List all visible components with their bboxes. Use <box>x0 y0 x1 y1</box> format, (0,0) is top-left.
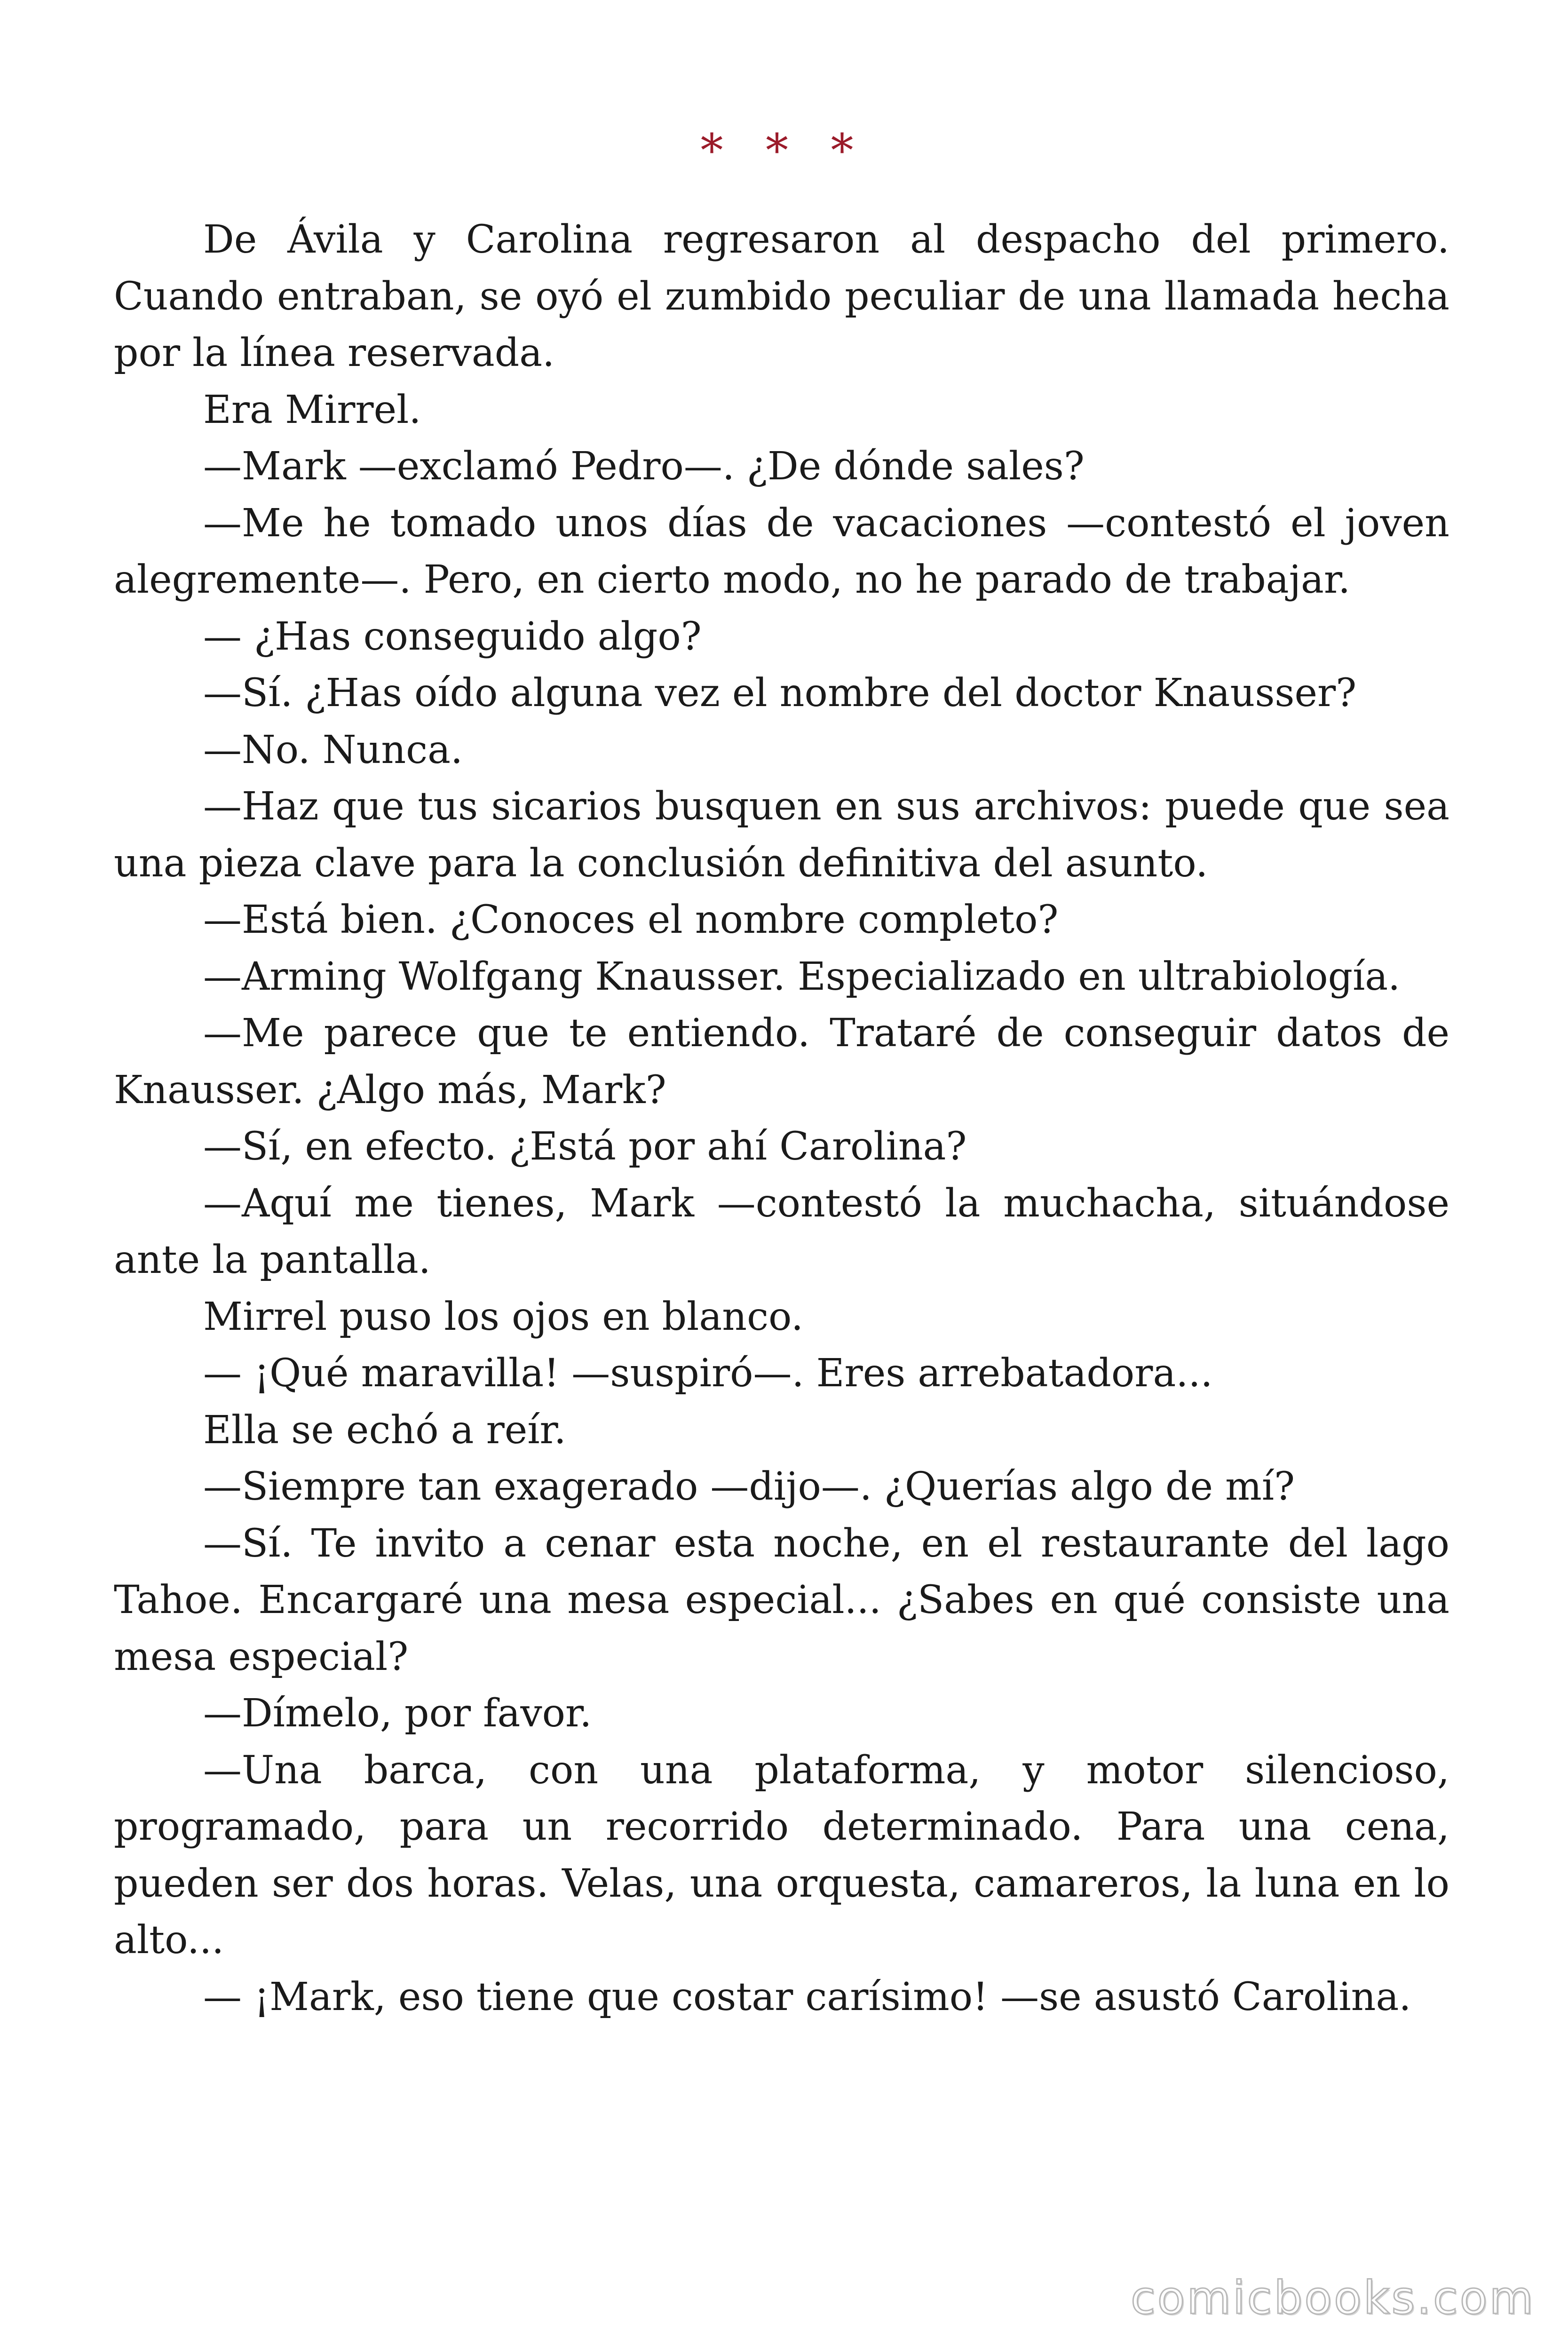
paragraph: —Sí. Te invito a cenar esta noche, en el restaurante del lago Tahoe. Encargaré una mesa especial... ¿Sabes en qué consiste una mesa especial? <box>114 1521 1449 1679</box>
paragraph: —No. Nunca. <box>203 727 463 772</box>
paragraph: —Arming Wolfgang Knausser. Especializado en ultrabiología. <box>203 954 1401 999</box>
paragraph: —Me he tomado unos días de vacaciones —contestó el joven alegremente—. Pero, en cierto modo, no he parado de trabajar. <box>114 501 1449 602</box>
paragraph: —Sí. ¿Has oído alguna vez el nombre del doctor Knausser? <box>203 671 1357 715</box>
paragraph: De Ávila y Carolina regresaron al despacho del primero. Cuando entraban, se oyó el zumbido peculiar de una llamada hecha por la línea reservada. <box>114 217 1449 375</box>
paragraph: —Sí, en efecto. ¿Está por ahí Carolina? <box>203 1124 967 1169</box>
body-text <box>114 212 1449 2026</box>
section-separator: * * * <box>700 124 868 177</box>
paragraph: —Aquí me tienes, Mark —contestó la muchacha, situándose ante la pantalla. <box>114 1181 1449 1282</box>
paragraph: — ¿Has conseguido algo? <box>203 614 702 659</box>
paragraph: —Dímelo, por favor. <box>203 1691 592 1736</box>
paragraph: — ¡Mark, eso tiene que costar carísimo! —se asustó Carolina. <box>203 1974 1411 2019</box>
paragraph: Mirrel puso los ojos en blanco. <box>203 1294 804 1339</box>
paragraph: —Me parece que te entiendo. Trataré de conseguir datos de Knausser. ¿Algo más, Mark? <box>114 1011 1449 1112</box>
paragraph: —Siempre tan exagerado —dijo—. ¿Querías algo de mí? <box>203 1464 1295 1509</box>
paragraph: —Está bien. ¿Conoces el nombre completo? <box>203 898 1059 942</box>
paragraph: Ella se echó a reír. <box>203 1407 566 1453</box>
watermark: comicbooks.com <box>1130 2272 1535 2324</box>
paragraph: —Mark —exclamó Pedro—. ¿De dónde sales? <box>203 444 1085 489</box>
paragraph: — ¡Qué maravilla! —suspiró—. Eres arrebatadora... <box>203 1351 1213 1396</box>
paragraph: Era Mirrel. <box>203 387 421 432</box>
paragraph: —Haz que tus sicarios busquen en sus archivos: puede que sea una pieza clave para la conclusión definitiva del asunto. <box>114 784 1449 886</box>
paragraph: —Una barca, con una plataforma, y motor silencioso, programado, para un recorrido determinado. Para una cena, pueden ser dos horas. Velas, una orquesta, camareros, la luna en lo alto... <box>114 1748 1449 1963</box>
